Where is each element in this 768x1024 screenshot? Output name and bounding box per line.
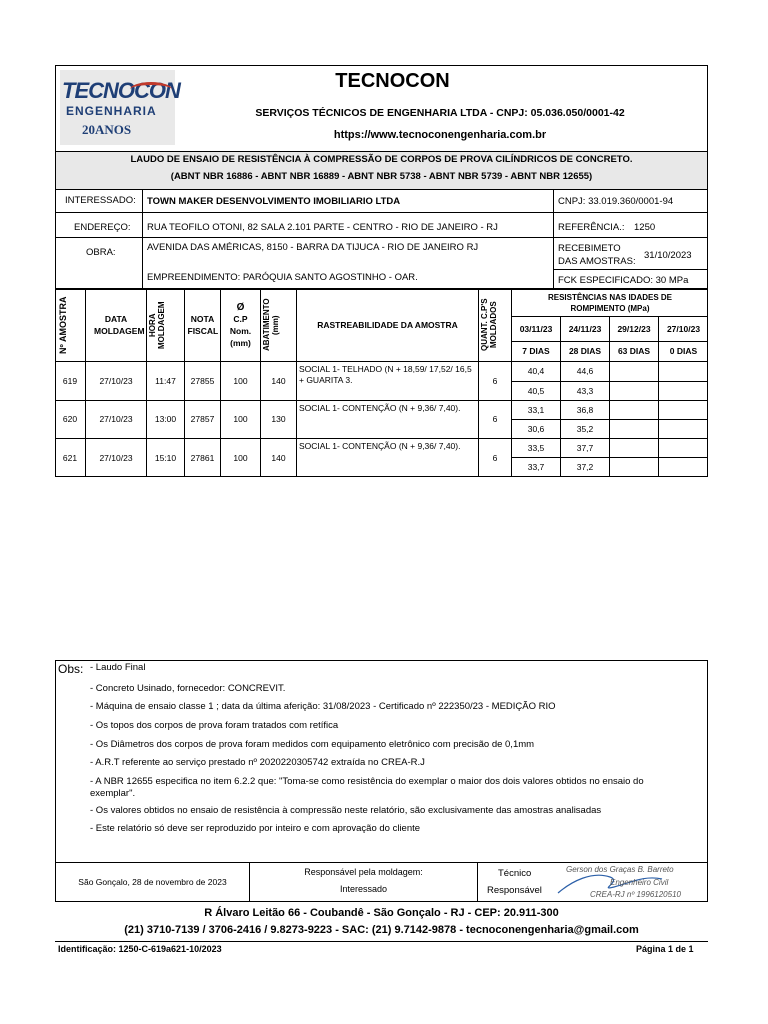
table-row-3-quant: 6	[492, 452, 498, 463]
company-url[interactable]: https://www.tecnoconengenharia.com.br	[333, 129, 547, 141]
footer-address: R Álvaro Leitão 66 - Coubandê - São Gonçalo - RJ - CEP: 20.911-300	[204, 907, 559, 919]
recebimento-value: 31/10/2023	[644, 250, 692, 261]
recebimento-label-1: RECEBIMETO	[558, 243, 621, 254]
table-row-1-nota: 27855	[190, 375, 215, 386]
table-row-2-amostra: 620	[62, 414, 78, 424]
table-row-3-r1-28d: 37,7	[576, 442, 594, 453]
table-row-3-r2-28d: 37,2	[576, 462, 594, 472]
table-row-2-data: 27/10/23	[99, 414, 133, 424]
table-row-1-hora: 11:47	[155, 375, 176, 386]
stamp-crea: CREA-RJ nº 1996120510	[590, 890, 681, 899]
logo-subtitle: ENGENHARIA	[66, 104, 157, 118]
col-header-data-moldagem-text: DATA MOLDAGEM	[94, 314, 145, 336]
moldagem-value: Interessado	[339, 884, 388, 894]
obra-label: OBRA:	[86, 247, 116, 258]
moldagem-label: Responsável pela moldagem:	[304, 867, 423, 877]
col-header-amostra: Nº AMOSTRA	[58, 296, 68, 354]
table-row-2-r2-7d: 30,6	[527, 423, 545, 434]
endereco-value: RUA TEOFILO OTONI, 82 SALA 2.101 PARTE - CENTRO - RIO DE JANEIRO - RJ	[147, 222, 498, 233]
table-row-2-rastr: SOCIAL 1- CONTENÇÃO (N + 9,36/ 7,40).	[299, 403, 461, 413]
table-row-3-diam: 100	[233, 452, 248, 463]
table-row-2-quant: 6	[492, 414, 498, 424]
footer-pagina: Página 1 de 1	[636, 944, 694, 954]
table-row-2-nota: 27857	[190, 414, 215, 424]
referencia-value: 1250	[634, 222, 656, 233]
table-row-2-hora: 13:00	[154, 414, 177, 424]
report-title-line2: (ABNT NBR 16886 - ABNT NBR 16889 - ABNT NBR 5738 - ABNT NBR 5739 - ABNT NBR 12655)	[170, 171, 593, 182]
col-header-data-moldagem	[86, 289, 146, 361]
table-row-3-r1-7d: 33,5	[527, 442, 545, 453]
logo-anniversary: 20ANOS	[82, 122, 132, 137]
col-header-diametro-text: C.P Nom. (mm)	[229, 313, 252, 348]
obs-line-3: - Máquina de ensaio classe 1 ; data da última aferição: 31/08/2023 - Certificado nº 222350/23 - MEDIÇÃO RIO	[90, 701, 556, 712]
fck-value: FCK ESPECIFICADO: 30 MPa	[558, 275, 689, 286]
obs-line-7: - A NBR 12655 especifica no item 6.2.2 que: "Toma-se como resistência do exemplar o maior dos dois valores obtidos no ensaio do exemplar".	[90, 776, 644, 799]
table-row-3-r2-7d: 33,7	[527, 462, 545, 472]
col-header-age-4: 0 DIAS	[669, 346, 698, 356]
obs-line-4: - Os topos dos corpos de prova foram tratados com retífica	[90, 720, 339, 731]
obs-line-2: - Concreto Usinado, fornecedor: CONCREVIT.	[90, 683, 286, 694]
obs-line-6: - A.R.T referente ao serviço prestado nº 2020220305742 extraída no CREA-R.J	[90, 757, 425, 768]
stamp-title: Engenheiro Civil	[610, 878, 669, 887]
recebimento-label-2: DAS AMOSTRAS:	[558, 256, 636, 267]
col-header-nota-text: NOTA FISCAL	[187, 314, 219, 336]
table-row-2-abat: 130	[271, 414, 286, 424]
signature-date: São Gonçalo, 28 de novembro de 2023	[78, 877, 227, 887]
col-header-age-2: 28 DIAS	[568, 346, 602, 356]
table-row-1-r1-7d: 40,4	[527, 366, 545, 376]
report-title-line1: LAUDO DE ENSAIO DE RESISTÊNCIA À COMPRESSÃO DE CORPOS DE PROVA CILÍNDRICOS DE CONCRETO.	[130, 154, 633, 165]
table-row-1-rastr: SOCIAL 1- TELHADO (N + 18,59/ 17,52/ 16,5 + GUARITA 3.	[299, 364, 472, 385]
stamp-name: Gerson dos Graças B. Barreto	[566, 865, 674, 874]
col-header-nota	[185, 289, 220, 361]
table-row-3-abat: 140	[271, 452, 286, 463]
footer-identificacao: Identificação: 1250-C-619a621-10/2023	[58, 944, 222, 954]
company-logo	[60, 70, 180, 145]
company-subtitle: SERVIÇOS TÉCNICOS DE ENGENHARIA LTDA - CNPJ: 05.036.050/0001-42	[255, 107, 625, 119]
col-header-quant: QUANT. C.P'S MOLDADOS	[480, 298, 498, 352]
col-header-abatimento: ABATIMENTO (mm)	[262, 298, 280, 352]
engineer-stamp	[552, 863, 707, 901]
table-row-1-r2-7d: 40,5	[527, 385, 545, 396]
interessado-value: TOWN MAKER DESENVOLVIMENTO IMOBILIARIO LTDA	[147, 196, 401, 207]
table-row-1-quant: 6	[492, 375, 498, 386]
table-row-1-amostra: 619	[62, 375, 78, 386]
obra-value: AVENIDA DAS AMÉRICAS, 8150 - BARRA DA TIJUCA - RIO DE JANEIRO RJ	[147, 242, 479, 253]
empreendimento-value: EMPREENDIMENTO: PARÓQUIA SANTO AGOSTINHO - OAR.	[147, 272, 418, 283]
table-row-2-diam: 100	[233, 414, 248, 424]
table-row-3-data: 27/10/23	[99, 452, 133, 463]
company-name: TECNOCON	[335, 70, 450, 92]
col-header-resistencias	[512, 289, 708, 316]
col-header-date-2: 24/11/23	[568, 323, 602, 334]
obs-line-1: - Laudo Final	[90, 662, 146, 673]
col-header-date-3: 29/12/23	[617, 323, 651, 334]
col-header-age-1: 7 DIAS	[522, 346, 550, 356]
cnpj-value: CNPJ: 33.019.360/0001-94	[558, 196, 674, 207]
col-header-date-4: 27/10/23	[666, 323, 701, 334]
table-row-1-abat: 140	[271, 375, 286, 386]
obs-line-8: - Os valores obtidos no ensaio de resistência à compressão neste relatório, são exclusivamente das amostras analisadas	[90, 805, 602, 816]
table-row-3-hora: 15:10	[154, 452, 177, 463]
col-header-resistencias-text: RESISTÊNCIAS NAS IDADES DE ROMPIMENTO (MPa)	[547, 292, 673, 313]
col-header-age-3: 63 DIAS	[617, 346, 651, 356]
footer-phones: (21) 3710-7139 / 3706-2416 / 9.8273-9223 - SAC: (21) 9.7142-9878 - tecnoconengenharia@gmail.com	[124, 924, 639, 936]
logo-swoosh-icon	[130, 82, 172, 97]
table-row-1-r2-28d: 43,3	[576, 385, 594, 396]
table-row-3-amostra: 621	[62, 452, 78, 463]
obs-line-5: - Os Diâmetros dos corpos de prova foram medidos com equipamento eletrônico com precisão de 0,1mm	[90, 739, 535, 750]
obs-line-9: - Este relatório só deve ser reproduzido por inteiro e com aprovação do cliente	[90, 823, 421, 834]
table-row-3-rastr: SOCIAL 1- CONTENÇÃO (N + 9,36/ 7,40).	[299, 441, 461, 451]
endereco-label: ENDEREÇO:	[74, 222, 131, 233]
table-row-1-data: 27/10/23	[99, 375, 133, 386]
table-row-1-r1-28d: 44,6	[576, 366, 594, 376]
interessado-label: INTERESSADO:	[65, 195, 136, 206]
table-row-2-r1-28d: 36,8	[576, 404, 594, 415]
tecnico-label-2: Responsável	[487, 885, 542, 896]
table-row-2-r1-7d: 33,1	[527, 404, 545, 415]
col-header-diametro-symbol: Ø	[236, 301, 245, 313]
referencia-label: REFERÊNCIA.:	[558, 222, 625, 233]
col-header-date-1: 03/11/23	[519, 323, 553, 334]
col-header-rastreabilidade: RASTREABILIDADE DA AMOSTRA	[317, 320, 458, 330]
tecnico-label-1: Técnico	[498, 868, 532, 879]
obs-label: Obs:	[58, 662, 84, 676]
col-header-hora: HORA MOLDAGEM	[148, 301, 166, 349]
table-row-2-r2-28d: 35,2	[576, 423, 594, 434]
table-row-1-diam: 100	[233, 375, 248, 386]
logo-wordmark: TECNOCON	[62, 78, 180, 103]
table-row-3-nota: 27861	[190, 452, 215, 463]
col-header-diametro	[221, 289, 260, 361]
